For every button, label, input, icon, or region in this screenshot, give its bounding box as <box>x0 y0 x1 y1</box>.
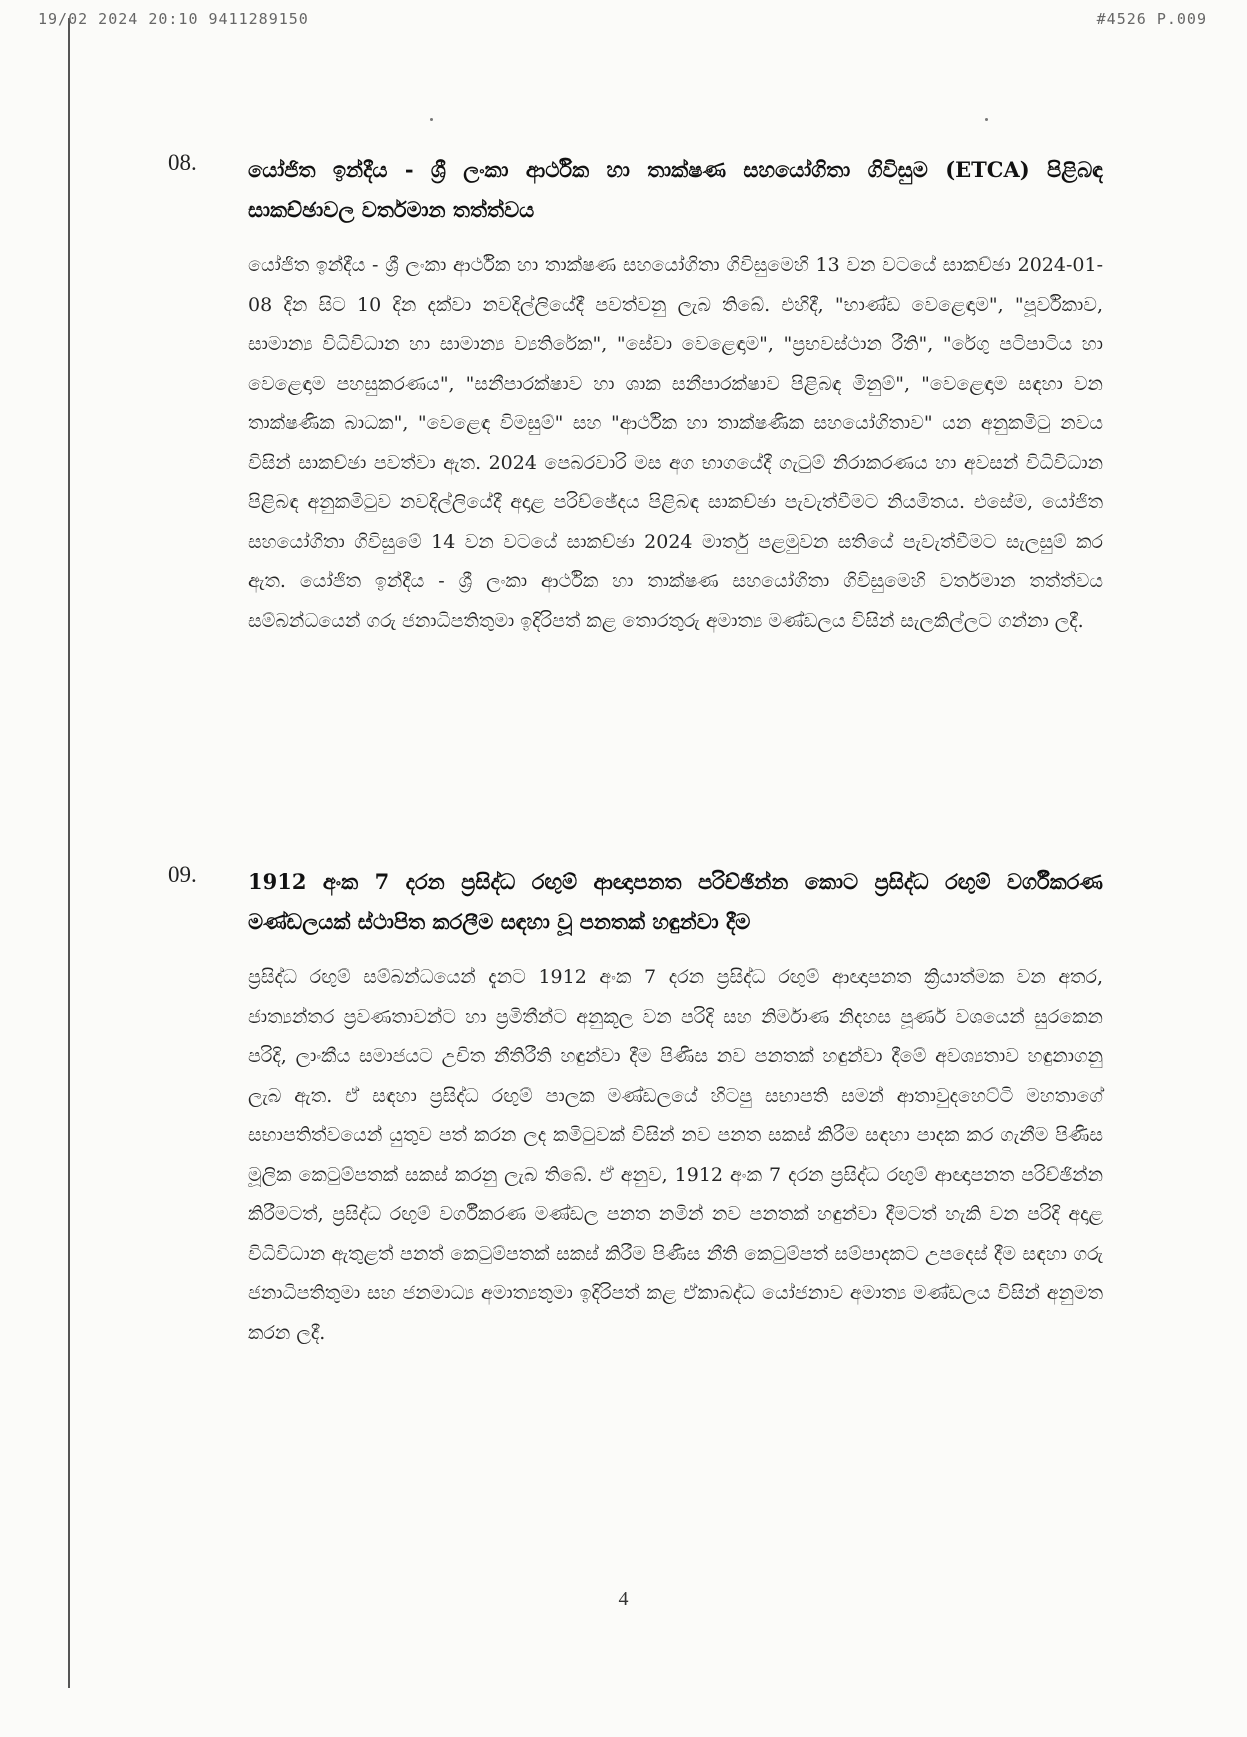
section-body: ප්‍රසිද්ධ රඟුම් සම්බන්ධයෙන් දැනට 1912 අංක 7 දරන ප්‍රසිද්ධ රඟුම් ආඥාපනත ක්‍රියාත්මක වන අතර, ජාත්‍යන්තර ප්‍රවණතාවන්ට හා ප්‍රමිතීන්ට අනුකූල වන පරිදි සහ නිර්මාණ නිදහස පූර්ණ වශයෙන් සුරකෙන පරිදි, ලාංකීය සමාජයට උචිත නීතිරීති හඳුන්වා දීම පිණිස නව පනතක් හඳුන්වා දීමේ අවශ්‍යතාව හඳුනාගනු ලැබ ඇත. ඒ සඳහා ප්‍රසිද්ධ රඟුම් පාලක මණ්ඩලයේ හිටපු සභාපති සමන් ආතාවුදහෙට්ටි මහතාගේ සභාපතිත්වයෙන් යුතුව පත් කරන ලද කමිටුවක් විසින් නව පනත සකස් කිරීම සඳහා පාදක කර ගැනීම පිණිස මූලික කෙටුම්පතක් සකස් කරනු ලැබ තිබේ. ඒ අනුව, 1912 අංක 7 දරන ප්‍රසිද්ධ රඟුම් ආඥාපනත පරිච්ඡින්න කිරීමටත්, ප්‍රසිද්ධ රඟුම් වර්ගීකරණ මණ්ඩල පනත නමින් නව පනතක් හඳුන්වා දීමටත් හැකි වන පරිදි අදාළ විධිවිධාන ඇතුළත් පනත් කෙටුම්පතක් සකස් කිරීම පිණිස නීති කෙටුම්පත් සම්පාදකට උපදෙස් දීම සඳහා ගරු ජනාධිපතිතුමා සහ ජනමාධ්‍ය අමාත්‍යතුමා ඉදිරිපත් කළ ඒකාබද්ධ යෝජනාව අමාත්‍ය මණ්ඩලය විසින් අනුමත කරන ලදී. <box>248 966 1103 1344</box>
scan-speck <box>430 118 433 121</box>
section-body: යෝජිත ඉන්දීය - ශ්‍රී ලංකා ආර්ථික හා තාක්ෂණ සහයෝගිතා ගිවිසුමෙහි 13 වන වටයේ සාකච්ඡා 2024-01-08 දින සිට 10 දින දක්වා නවදිල්ලියේදී පවත්වනු ලැබ තිබේ. එහිදී, "භාණ්ඩ වෙළෙඳාම", "පූර්විකාව, සාමාන්‍ය විධිවිධාන හා සාමාන්‍ය ව්‍යතිරේක", "සේවා වෙළෙඳාම", "ප්‍රභවස්ථාන රීති", "රේගු පටිපාටිය හා වෙළෙඳාම පහසුකරණය", "සනීපාරක්ෂාව හා ශාක සනීපාරක්ෂාව පිළිබඳ මිනුම්", "වෙළෙඳාම සඳහා වන තාක්ෂණික බාධක", "වෙළෙඳ විමසුම්" සහ "ආර්ථික හා තාක්ෂණික සහයෝගිතාව" යන අනුකමිටු නවය විසින් සාකච්ඡා පවත්වා ඇත. 2024 පෙබරවාරි මස අග භාගයේදී ගැටුම් නිරාකරණය හා අවසන් විධිවිධාන පිළිබඳ අනුකමිටුව නවදිල්ලියේදී අදාළ පරිච්ඡේදය පිළිබඳ සාකච්ඡා පැවැත්වීමට නියමිතය. එසේම, යෝජිත සහයෝගිතා ගිවිසුමේ 14 වන වටයේ සාකච්ඡා 2024 මාර්තු පළමුවන සතියේ පැවැත්වීමට සැලසුම් කර ඇත. යෝජිත ඉන්දීය - ශ්‍රී ලංකා ආර්ථික හා තාක්ෂණ සහයෝගිතා ගිවිසුමෙහි වර්තමාන තත්ත්වය සම්බන්ධයෙන් ගරු ජනාධිපතිතුමා ඉදිරිපත් කළ තොරතුරු අමාත්‍ය මණ්ඩලය විසින් සැලකිල්ලට ගන්නා ලදී. <box>248 254 1103 632</box>
scan-speck <box>985 118 988 121</box>
fax-page-ref: #4526 P.009 <box>1096 10 1207 28</box>
page-number: 4 <box>618 1588 629 1610</box>
section-09 <box>168 862 1103 1353</box>
section-number: 08. <box>168 150 197 175</box>
fax-header <box>30 10 1217 34</box>
section-08 <box>168 150 1103 641</box>
section-title: 1912 අංක 7 දරන ප්‍රසිද්ධ රඟුම් ආඥාපනත පරිච්ඡින්න කොට ප්‍රසිද්ධ රඟුම් වර්ගීකරණ මණ්ඩලයක් ස්ථාපිත කරලීම සඳහා වූ පනතක් හඳුන්වා දීම <box>248 869 1103 934</box>
fax-datetime: 19/02 2024 20:10 9411289150 <box>38 10 309 28</box>
section-title: යෝජිත ඉන්දීය - ශ්‍රී ලංකා ආර්ථික හා තාක්ෂණ සහයෝගිතා ගිවිසුම (ETCA) පිළිබඳ සාකච්ඡාවල වර්තමාන තත්ත්වය <box>248 157 1103 222</box>
section-number: 09. <box>168 862 197 887</box>
left-margin-line <box>68 18 70 1688</box>
